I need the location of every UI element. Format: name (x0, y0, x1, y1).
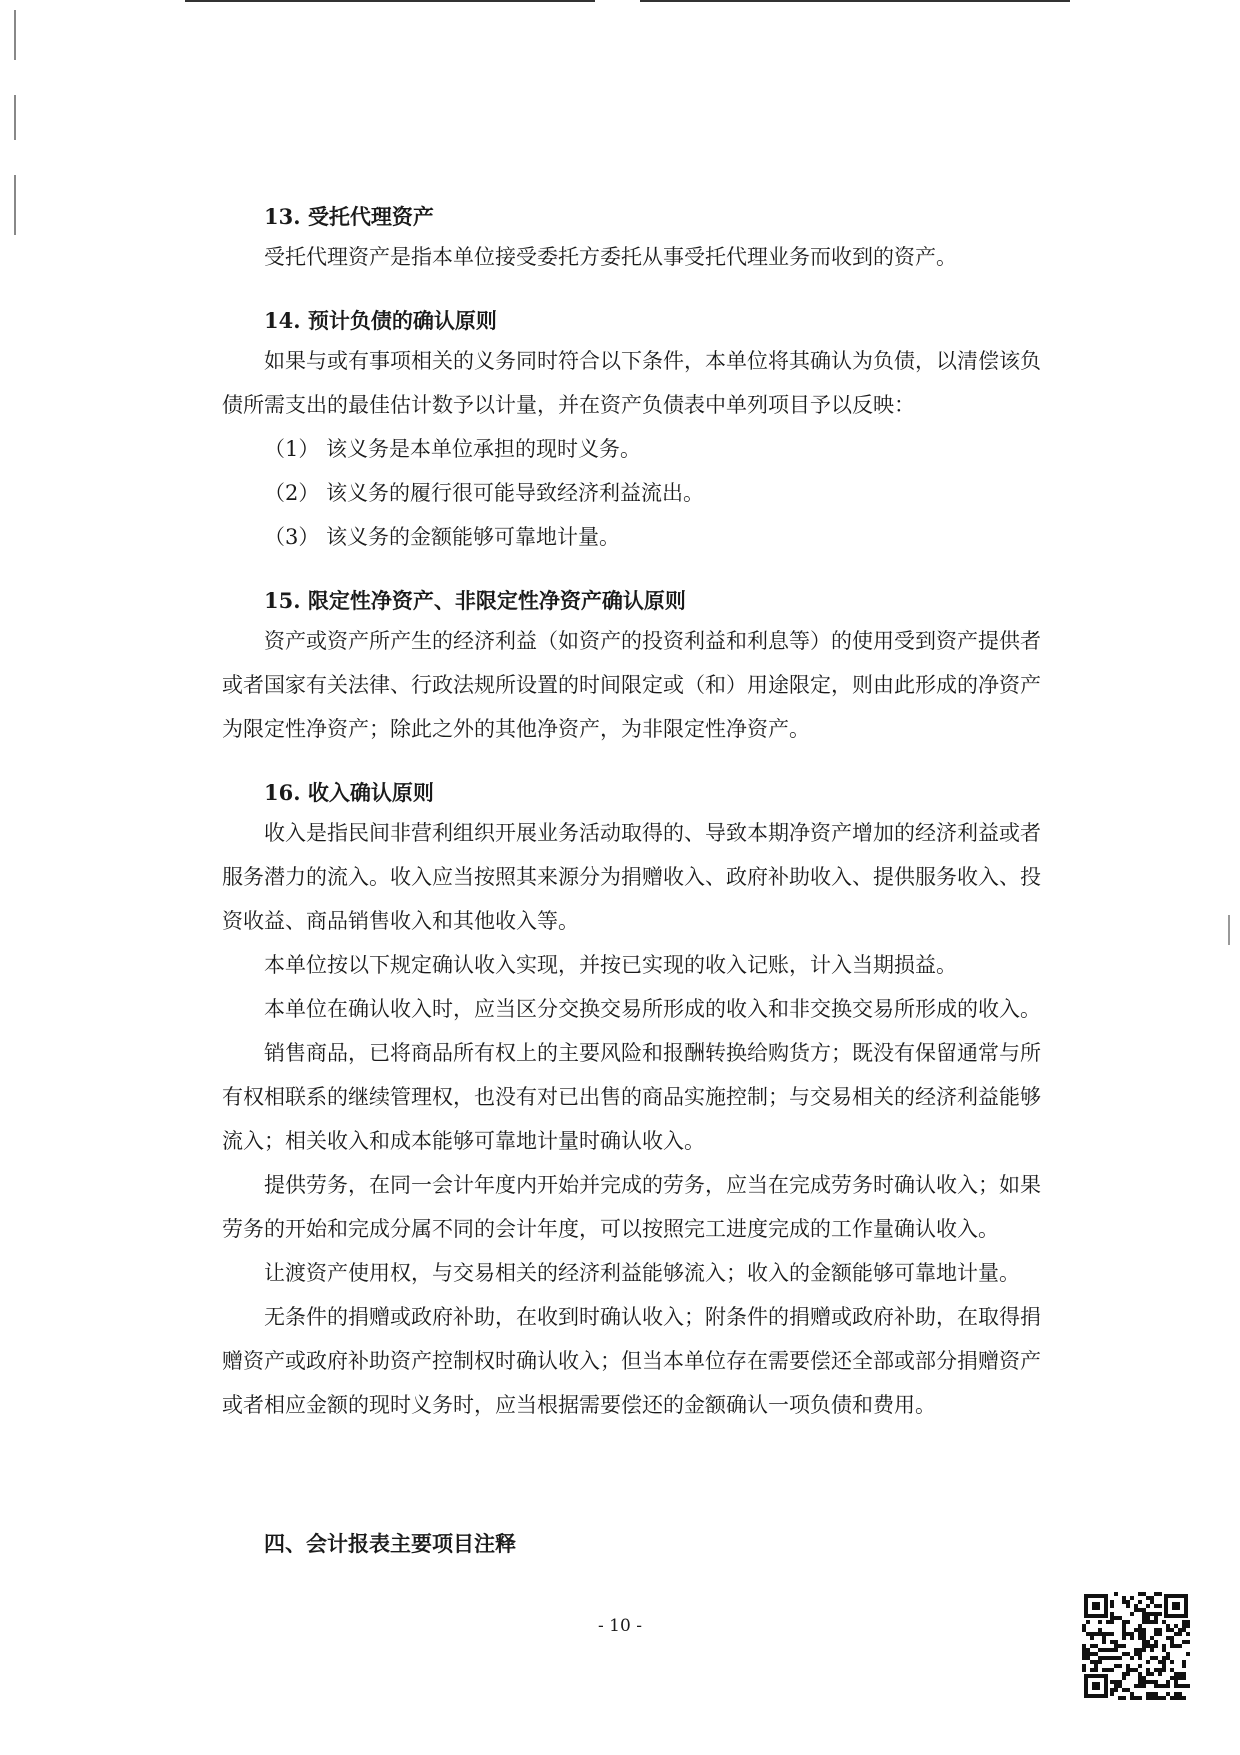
section-heading: 13. 受托代理资产 (264, 204, 434, 229)
paragraph: 本单位在确认收入时，应当区分交换交易所形成的收入和非交换交易所形成的收入。 (264, 997, 1041, 1021)
paragraph: 如果与或有事项相关的义务同时符合以下条件，本单位将其确认为负债，以清偿该负债所需支出的最佳估计数予以计量，并在资产负债表中单列项目予以反映： (222, 349, 1041, 417)
list-item: （1） 该义务是本单位承担的现时义务。 (264, 437, 642, 461)
top-border-left (185, 0, 595, 2)
top-border-right (640, 0, 1070, 2)
document-body (222, 205, 1052, 1427)
section-title: 四、会计报表主要项目注释 (264, 1531, 516, 1556)
list-item: （2） 该义务的履行很可能导致经济利益流出。 (264, 481, 705, 505)
paragraph: 提供劳务，在同一会计年度内开始并完成的劳务，应当在完成劳务时确认收入；如果劳务的开始和完成分属不同的会计年度，可以按照完工进度完成的工作量确认收入。 (222, 1173, 1041, 1241)
paragraph: 让渡资产使用权，与交易相关的经济利益能够流入；收入的金额能够可靠地计量。 (264, 1261, 1020, 1285)
section-heading: 15. 限定性净资产、非限定性净资产确认原则 (264, 588, 686, 613)
scan-edge-mark (14, 175, 16, 235)
scan-edge-mark (14, 95, 16, 140)
qr-code-icon (1082, 1592, 1190, 1700)
paragraph: 收入是指民间非营利组织开展业务活动取得的、导致本期净资产增加的经济利益或者服务潜力的流入。收入应当按照其来源分为捐赠收入、政府补助收入、提供服务收入、投资收益、商品销售收入和其他收入等。 (222, 821, 1041, 933)
paragraph: 销售商品，已将商品所有权上的主要风险和报酬转换给购货方；既没有保留通常与所有权相联系的继续管理权，也没有对已出售的商品实施控制；与交易相关的经济利益能够流入；相关收入和成本能够可靠地计量时确认收入。 (222, 1041, 1041, 1153)
paragraph: 受托代理资产是指本单位接受委托方委托从事受托代理业务而收到的资产。 (264, 245, 957, 269)
scan-edge-mark (14, 10, 16, 60)
section-heading: 16. 收入确认原则 (264, 780, 434, 805)
paragraph: 无条件的捐赠或政府补助，在收到时确认收入；附条件的捐赠或政府补助，在取得捐赠资产或政府补助资产控制权时确认收入；但当本单位存在需要偿还全部或部分捐赠资产或者相应金额的现时义务时，应当根据需要偿还的金额确认一项负债和费用。 (222, 1305, 1041, 1417)
section-heading: 14. 预计负债的确认原则 (264, 308, 497, 333)
list-item: （3） 该义务的金额能够可靠地计量。 (264, 525, 621, 549)
paragraph: 资产或资产所产生的经济利益（如资产的投资利益和利息等）的使用受到资产提供者或者国家有关法律、行政法规所设置的时间限定或（和）用途限定，则由此形成的净资产为限定性净资产；除此之外的其他净资产，为非限定性净资产。 (222, 629, 1041, 741)
scan-edge-mark (1228, 915, 1230, 945)
paragraph: 本单位按以下规定确认收入实现，并按已实现的收入记账，计入当期损益。 (264, 953, 957, 977)
page-number: - 10 - (598, 1616, 642, 1636)
